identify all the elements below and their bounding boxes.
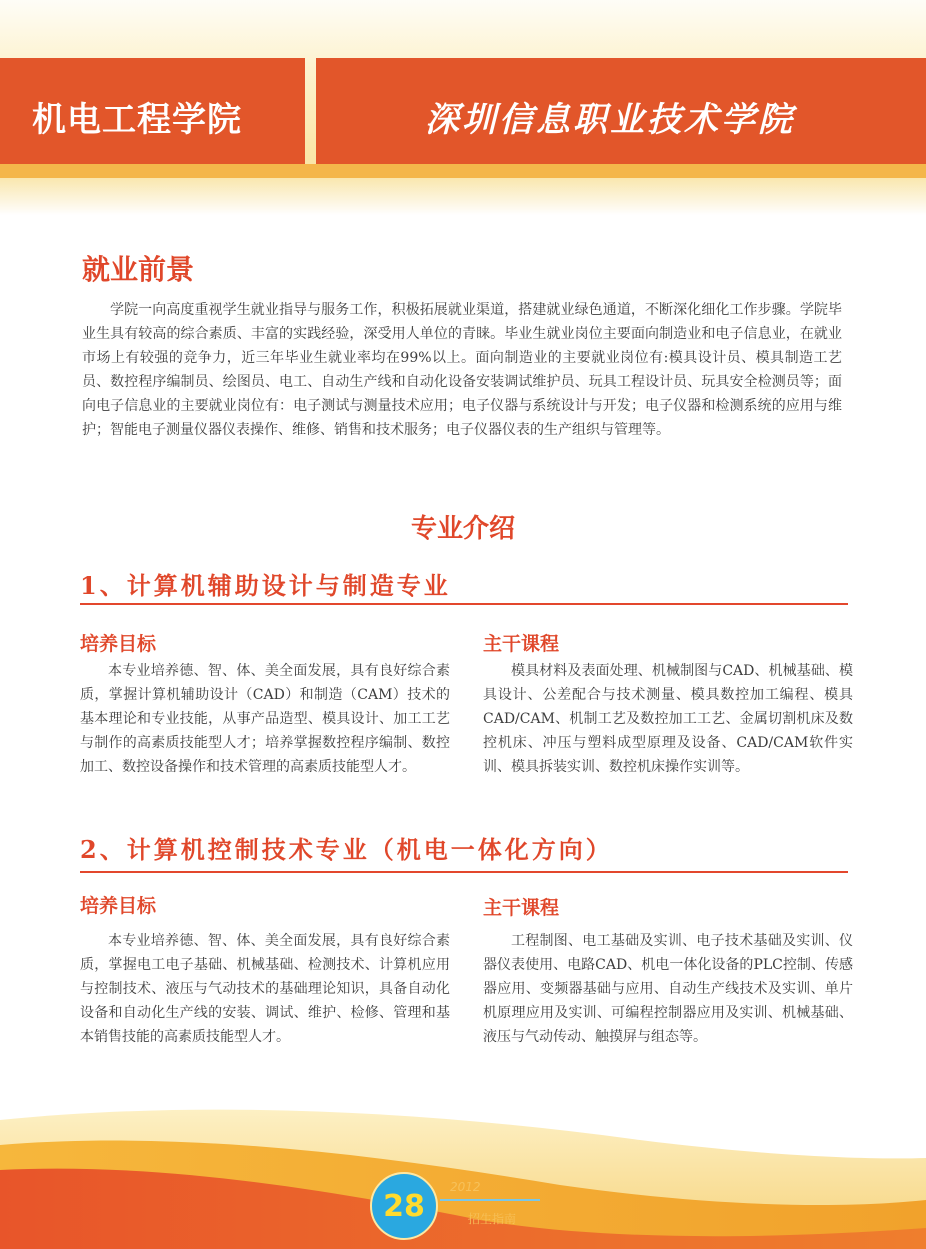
header-band — [0, 164, 926, 178]
major-2-title: 2、计算机控制技术专业（机电一体化方向） — [80, 835, 613, 864]
major-2-goal-text: 本专业培养德、智、体、美全面发展，具有良好综合素质，掌握电工电子基础、机械基础、检测技术、计算机应用与控制技术、液压与气动技术的基础理论知识，具备自动化设备和自动化生产线的安装、调试、维护、检修、管理和基本销售技能的高素质技能型人才。 — [80, 933, 450, 1045]
employment-heading: 就业前景 — [82, 253, 195, 286]
school-name: 深圳信息职业技术学院 — [425, 100, 795, 140]
major-1-title: 1、计算机辅助设计与制造专业 — [80, 571, 451, 600]
major-2-course-label: 主干课程 — [483, 897, 560, 919]
footer-guide-label: 招生指南 — [468, 1212, 517, 1226]
majors-heading: 专业介绍 — [410, 514, 515, 544]
major-2-divider — [80, 871, 848, 873]
footer-divider — [440, 1199, 540, 1201]
major-1-course-text: 模具材料及表面处理、机械制图与CAD、机械基础、模具设计、公差配合与技术测量、模具数控加工编程、模具CAD/CAM、机制工艺及数控加工工艺、金属切割机床及数控机床、冲压与塑料成型原理及设备、CAD/CAM软件实训、模具拆装实训、数控机床操作实训等。 — [483, 663, 853, 775]
employment-paragraph: 学院一向高度重视学生就业指导与服务工作，积极拓展就业渠道，搭建就业绿色通道，不断深化细化工作步骤。学院毕业生具有较高的综合素质、丰富的实践经验，深受用人单位的青睐。毕业生就业岗位主要面向制造业和电子信息业，在就业市场上有较强的竞争力，近三年毕业生就业率均在99%以上。面向制造业的主要就业岗位有:模具设计员、模具制造工艺员、数控程序编制员、绘图员、电工、自动生产线和自动化设备安装调试维护员、玩具工程设计员、玩具安全检测员等；面向电子信息业的主要就业岗位有：电子测试与测量技术应用；电子仪器与系统设计与开发；电子仪器和检测系统的应用与维护；智能电子测量仪器仪表操作、维修、销售和技术服务；电子仪器仪表的生产组织与管理等。 — [82, 302, 842, 438]
footer-wave-decoration — [0, 1100, 926, 1249]
major-1-divider — [80, 603, 848, 605]
major-1-course-label: 主干课程 — [483, 633, 560, 655]
college-name: 机电工程学院 — [32, 100, 242, 140]
major-2-course-text: 工程制图、电工基础及实训、电子技术基础及实训、仪器仪表使用、电路CAD、机电一体化设备的PLC控制、传感器应用、变频器基础与应用、自动生产线技术及实训、单片机原理应用及实训、可编程控制器应用及实训、机械基础、液压与气动传动、触摸屏与组态等。 — [483, 933, 853, 1045]
major-1-goal-label: 培养目标 — [80, 633, 157, 655]
major-2-goal-label: 培养目标 — [80, 895, 157, 917]
major-1-goal-text: 本专业培养德、智、体、美全面发展，具有良好综合素质，掌握计算机辅助设计（CAD）和制造（CAM）技术的基本理论和专业技能，从事产品造型、模具设计、加工工艺与制作的高素质技能型人才；培养掌握数控程序编制、数控加工、数控设备操作和技术管理的高素质技能型人才。 — [80, 663, 450, 775]
footer-year: 2012 — [450, 1180, 481, 1194]
page-number-badge: 28 — [370, 1172, 438, 1240]
